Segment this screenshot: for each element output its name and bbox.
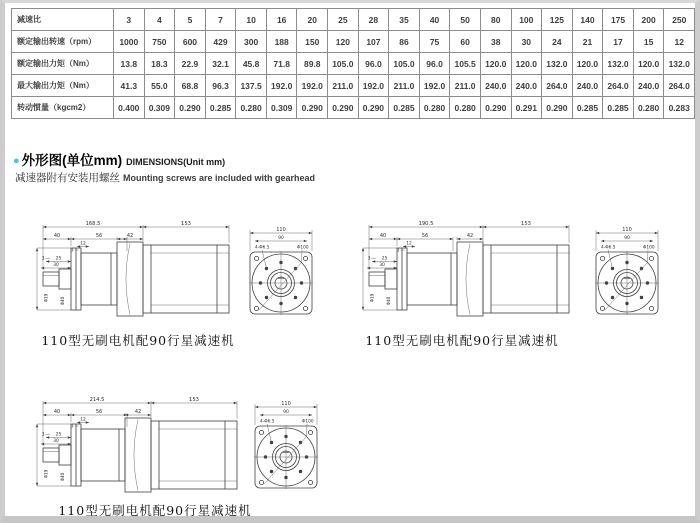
specs-table	[11, 8, 695, 119]
dimension-label: 40	[53, 409, 61, 416]
side-view-drawing-2	[357, 215, 571, 333]
drawing-caption-2: 110型无刷电机配90行星减速机	[365, 333, 559, 348]
dimension-label: 56	[95, 409, 103, 416]
value-cell: 137.5	[236, 75, 267, 97]
value-cell: 0.290	[358, 97, 389, 119]
dimension-label: 30	[379, 263, 385, 269]
value-cell: 22.9	[175, 53, 206, 75]
value-cell: 240.0	[633, 75, 664, 97]
dimension-label: Φ40	[60, 296, 65, 306]
value-cell: 0.280	[450, 97, 481, 119]
dimension-label: 40	[379, 233, 387, 240]
row-label-cell: 转动惯量（kgcm2）	[12, 97, 114, 119]
dimension-label: 4-Φ6.5	[601, 245, 616, 251]
value-cell: 50	[450, 9, 481, 31]
value-cell: 0.280	[236, 97, 267, 119]
value-cell: 175	[603, 9, 634, 31]
dimension-label: Φ100	[297, 245, 309, 251]
value-cell: 12	[664, 31, 695, 53]
value-cell: 96.0	[419, 53, 450, 75]
value-cell: 120.0	[572, 53, 603, 75]
value-cell: 192.0	[358, 75, 389, 97]
dimension-label: 12	[406, 241, 412, 247]
dimension-label: Φ100	[302, 419, 314, 425]
dimension-label: Φ40	[60, 472, 65, 482]
dimension-label: 12	[80, 417, 86, 423]
row-label-cell: 最大输出力矩（Nm）	[12, 75, 114, 97]
dimension-label: 153	[181, 221, 191, 228]
value-cell: 132.0	[542, 53, 573, 75]
value-cell: 211.0	[450, 75, 481, 97]
value-cell: 750	[144, 31, 175, 53]
value-cell: 30	[511, 31, 542, 53]
table-row	[12, 31, 695, 53]
value-cell: 264.0	[542, 75, 573, 97]
value-cell: 240.0	[480, 75, 511, 97]
value-cell: 264.0	[603, 75, 634, 97]
value-cell: 18.3	[144, 53, 175, 75]
value-cell: 188	[266, 31, 297, 53]
dimension-label: 168.5	[85, 221, 101, 228]
dimension-label: 56	[95, 233, 103, 240]
value-cell: 96.0	[358, 53, 389, 75]
value-cell: 0.280	[419, 97, 450, 119]
value-cell: 125	[542, 9, 573, 31]
value-cell: 71.8	[266, 53, 297, 75]
value-cell: 0.285	[389, 97, 420, 119]
dimension-label: 214.5	[89, 397, 105, 404]
value-cell: 0.285	[572, 97, 603, 119]
dimension-label: Φ19	[369, 293, 375, 303]
dimension-label: 12	[80, 241, 86, 247]
dimension-label: 30	[53, 439, 59, 445]
table-row	[12, 9, 695, 31]
value-cell: 105.0	[328, 53, 359, 75]
value-cell: 0.280	[633, 97, 664, 119]
dimension-label: 90	[283, 410, 289, 416]
dimension-label: 42	[466, 233, 474, 240]
value-cell: 120.0	[633, 53, 664, 75]
value-cell: 100	[511, 9, 542, 31]
value-cell: 15	[633, 31, 664, 53]
dimension-label: 25	[55, 432, 62, 438]
row-label-cell: 额定输出力矩（Nm）	[12, 53, 114, 75]
dimension-label: 153	[189, 397, 199, 404]
value-cell: 0.285	[603, 97, 634, 119]
value-cell: 105.5	[450, 53, 481, 75]
drawing-caption-1: 110型无刷电机配90行星减速机	[41, 333, 235, 348]
value-cell: 86	[389, 31, 420, 53]
value-cell: 75	[419, 31, 450, 53]
value-cell: 0.309	[266, 97, 297, 119]
dimension-label: 3	[41, 432, 45, 438]
value-cell: 41.3	[114, 75, 145, 97]
front-view-drawing-1	[242, 225, 320, 323]
value-cell: 105.0	[389, 53, 420, 75]
table-row	[12, 53, 695, 75]
dimension-label: 3	[70, 248, 74, 254]
value-cell: 80	[480, 9, 511, 31]
value-cell: 0.400	[114, 97, 145, 119]
drawing-caption-3: 110型无刷电机配90行星减速机	[58, 503, 252, 518]
value-cell: 32.1	[205, 53, 236, 75]
value-cell: 21	[572, 31, 603, 53]
dimension-label: 56	[421, 233, 429, 240]
value-cell: 600	[175, 31, 206, 53]
section-note	[15, 168, 315, 186]
table-row	[12, 97, 695, 119]
value-cell: 17	[603, 31, 634, 53]
value-cell: 132.0	[664, 53, 695, 75]
dimension-label: 90	[624, 236, 630, 242]
value-cell: 0.290	[175, 97, 206, 119]
value-cell: 0.291	[511, 97, 542, 119]
value-cell: 120	[328, 31, 359, 53]
value-cell: 0.290	[297, 97, 328, 119]
dimension-label: 25	[381, 256, 388, 262]
value-cell: 192.0	[419, 75, 450, 97]
dimension-label: Φ40	[386, 296, 391, 306]
value-cell: 5	[175, 9, 206, 31]
value-cell: 0.283	[664, 97, 695, 119]
dimension-label: 3	[41, 256, 45, 262]
section-note-cn: 减速器附有安装用螺丝	[15, 172, 120, 184]
value-cell: 250	[664, 9, 695, 31]
value-cell: 3	[114, 9, 145, 31]
dimension-label: 3	[396, 248, 400, 254]
value-cell: 120.0	[480, 53, 511, 75]
section-heading	[13, 149, 225, 170]
side-view-drawing-1	[31, 215, 231, 333]
value-cell: 89.8	[297, 53, 328, 75]
dimension-label: Φ19	[43, 293, 49, 303]
dimension-label: 3	[367, 256, 371, 262]
value-cell: 200	[633, 9, 664, 31]
value-cell: 20	[297, 9, 328, 31]
side-view-drawing-3	[31, 391, 239, 509]
value-cell: 0.285	[205, 97, 236, 119]
value-cell: 28	[358, 9, 389, 31]
dimension-label: 110	[276, 227, 286, 234]
value-cell: 38	[480, 31, 511, 53]
value-cell: 25	[328, 9, 359, 31]
dimension-label: 110	[622, 227, 632, 234]
dimension-label: 4-Φ6.5	[260, 419, 275, 425]
dimension-label: Φ100	[643, 245, 655, 251]
value-cell: 300	[236, 31, 267, 53]
section-title-cn: 外形图(单位mm)	[21, 153, 123, 168]
bullet-icon: ●	[13, 155, 20, 167]
dimension-label: 25	[55, 256, 62, 262]
value-cell: 1000	[114, 31, 145, 53]
value-cell: 132.0	[603, 53, 634, 75]
value-cell: 240.0	[511, 75, 542, 97]
value-cell: 16	[266, 9, 297, 31]
table-row	[12, 75, 695, 97]
value-cell: 68.8	[175, 75, 206, 97]
value-cell: 55.0	[144, 75, 175, 97]
value-cell: 192.0	[297, 75, 328, 97]
dimension-label: 30	[53, 263, 59, 269]
value-cell: 429	[205, 31, 236, 53]
value-cell: 7	[205, 9, 236, 31]
value-cell: 35	[389, 9, 420, 31]
value-cell: 96.3	[205, 75, 236, 97]
value-cell: 192.0	[266, 75, 297, 97]
front-view-drawing-3	[247, 399, 325, 497]
value-cell: 150	[297, 31, 328, 53]
value-cell: 211.0	[328, 75, 359, 97]
front-view-drawing-2	[588, 225, 666, 323]
row-label-cell: 减速比	[12, 9, 114, 31]
value-cell: 120.0	[511, 53, 542, 75]
dimension-label: 40	[53, 233, 61, 240]
value-cell: 211.0	[389, 75, 420, 97]
value-cell: 60	[450, 31, 481, 53]
dimension-label: 3	[70, 424, 74, 430]
value-cell: 40	[419, 9, 450, 31]
dimension-label: 90	[278, 236, 284, 242]
value-cell: 240.0	[572, 75, 603, 97]
value-cell: 45.8	[236, 53, 267, 75]
dimension-label: 190.5	[418, 221, 434, 228]
dimension-label: 42	[126, 233, 134, 240]
value-cell: 0.290	[328, 97, 359, 119]
value-cell: 4	[144, 9, 175, 31]
dimension-label: 4-Φ6.5	[255, 245, 270, 251]
value-cell: 10	[236, 9, 267, 31]
section-note-en: Mounting screws are included with gearhead	[123, 173, 316, 183]
dimension-label: 110	[281, 401, 291, 408]
dimension-label: Φ19	[43, 469, 49, 479]
value-cell: 0.309	[144, 97, 175, 119]
dimension-label: 153	[521, 221, 531, 228]
dimension-label: 42	[134, 409, 142, 416]
value-cell: 0.290	[542, 97, 573, 119]
row-label-cell: 额定输出转速（rpm）	[12, 31, 114, 53]
value-cell: 13.8	[114, 53, 145, 75]
value-cell: 0.290	[480, 97, 511, 119]
value-cell: 107	[358, 31, 389, 53]
value-cell: 264.0	[664, 75, 695, 97]
value-cell: 24	[542, 31, 573, 53]
value-cell: 140	[572, 9, 603, 31]
section-title-en: DIMENSIONS(Unit mm)	[126, 157, 226, 167]
